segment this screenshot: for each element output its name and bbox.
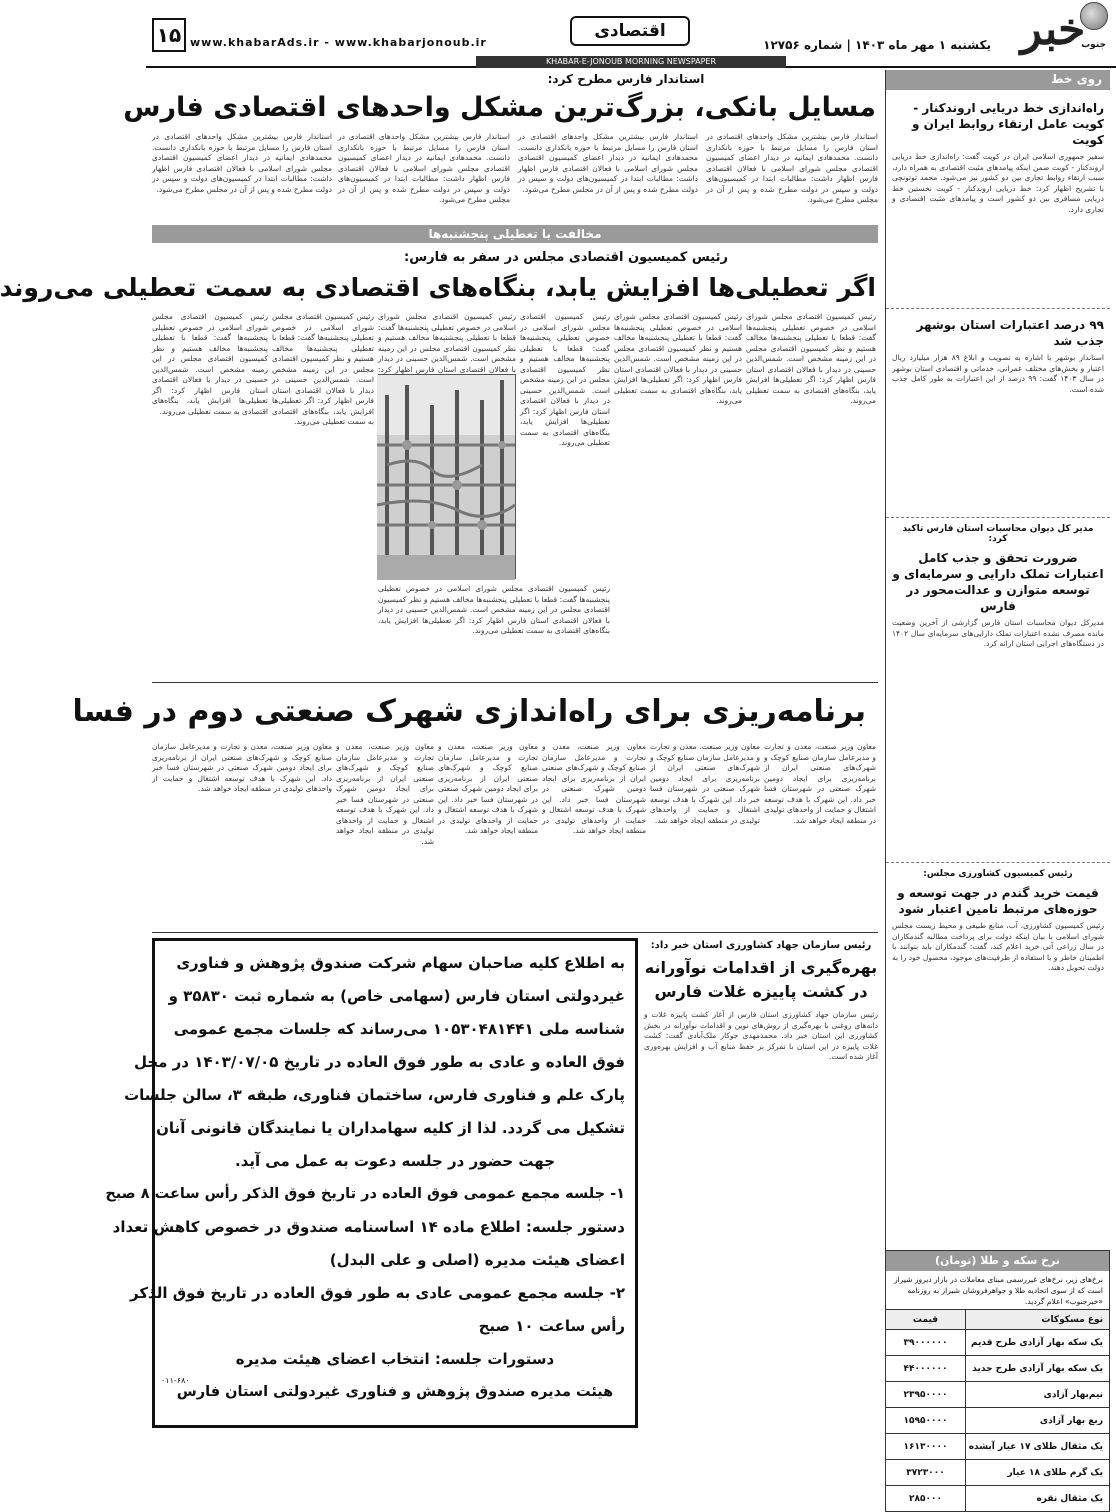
notice-line: فوق العاده و عادی به طور فوق العاده در تاریخ ۱۴۰۳/۰۷/۰۵ در محل [133, 1053, 625, 1071]
price-row [886, 1485, 1109, 1511]
page-header [146, 0, 1116, 68]
price-row [886, 1433, 1109, 1459]
story2-headline: اگر تعطیلی‌ها افزایش یابد، بنگاه‌های اقتصادی به سمت تعطیلی می‌روند [0, 273, 876, 302]
story4-body: رئیس سازمان جهاد کشاورزی استان فارس از آغاز کشت پاییزه غلات و دانه‌های روغنی با بهره‌گیری از روش‌های نوین و اقدامات نوآورانه در بخش کشاورزی این استان خبر داد. محمدمهدی جوکار ملک‌آبادی گفت: کشت غلات پاییزه در این استان با تمرکز بر حفظ منابع آب و افزایش بهره‌وری آغاز شده است. [644, 1010, 878, 1061]
coin-price: ۴۴۰۰۰۰۰۰ [886, 1356, 966, 1381]
story3-body: معاون وزیر صنعت، معدن و تجارت و مدیرعامل سازمان صنایع کوچک و شهرک‌های صنعتی ایران از برنامه‌ریزی برای ایجاد دومین شهرک صنعتی در شهرستان فسا خبر داد. این شهرک با هدف توسعه اشتغال و حمایت از واحدهای تولیدی در منطقه ایجاد خواهد شد. [152, 742, 332, 793]
price-row [886, 1381, 1109, 1407]
sidebar-item-title: ضرورت تحقق و جذب کامل اعتبارات تملک دارایی و سرمایه‌ای و توسعه متوازن و عدالت‌محور در فارس [892, 551, 1104, 613]
masthead-strip: KHABAR-E-JONOUB MORNING NEWSPAPER [476, 56, 786, 68]
story1-body: استاندار فارس بیشترین مشکل واحدهای اقتصادی در استان فارس را مسایل مرتبط با حوزه بانکداری دانست. محمدهادی ایمانیه در دیدار اعضای کمیسیون اقتصادی مجلس شورای اسلامی با فعالان اقتصادی فارس اظهار داشت: مطالبات ابتدا در کمیسیون‌های دولت و سپس در دولت مطرح شده و پس از آن در مجلس مطرح می‌شود. [338, 132, 510, 204]
notice-line: شناسه ملی ۱۰۵۳۰۴۸۱۴۴۱ می‌رساند که جلسات مجمع عمومی [173, 1020, 625, 1038]
sidebar-item-title: قیمت خرید گندم در جهت توسعه و حوزه‌های مرتبط تامین اعتبار شود [897, 886, 1099, 916]
story2-band: مخالفت با تعطیلی پنجشنبه‌ها [152, 225, 878, 243]
factory-photo [378, 374, 516, 579]
story1-body: استاندار فارس بیشترین مشکل واحدهای اقتصادی در استان فارس را مسایل مرتبط با حوزه بانکداری دانست. محمدهادی ایمانیه در دیدار اعضای کمیسیون اقتصادی مجلس شورای اسلامی با فعالان اقتصادی فارس اظهار داشت: مطالبات ابتدا در کمیسیون‌های دولت و سپس در دولت مطرح شده و پس از آن در مجلس مطرح می‌شود. [152, 132, 332, 194]
coin-price: ۱۵۹۵۰۰۰۰ [886, 1408, 966, 1433]
notice-item1-agenda: اعضای هیئت مدیره (اصلی و علی البدل) [329, 1251, 625, 1269]
notice-item2-title: ۲- جلسه مجمع عمومی عادی به طور فوق العاده در تاریخ فوق الذکر [129, 1284, 625, 1302]
price-header-row [886, 1309, 1109, 1329]
story1-body: استاندار فارس بیشترین مشکل واحدهای اقتصادی در استان فارس را مسایل مرتبط با حوزه بانکداری دانست. محمدهادی ایمانیه در دیدار اعضای کمیسیون اقتصادی مجلس شورای اسلامی با فعالان اقتصادی فارس اظهار داشت: مطالبات ابتدا در کمیسیون‌های دولت و سپس در دولت مطرح شده و پس از آن در مجلس مطرح می‌شود. [706, 132, 878, 204]
story4-headline: بهره‌گیری از اقدامات نوآورانه در کشت پاییزه غلات فارس [644, 958, 878, 1001]
price-row [886, 1459, 1109, 1485]
coin-name: یک مثقال طلای ۱۷ عیار آبشده [968, 1441, 1103, 1452]
sidebar-item-body: مدیرکل دیوان محاسبات استان فارس گزارشی از آخرین وضعیت مانده مصرف نشده اعتبارات تملک دارایی‌های سرمایه‌ای سال ۱۴۰۲ در دستگاه‌های اجرایی استان ارائه کرد. [892, 618, 1104, 648]
coin-name: نیم‌بهار آزادی [1043, 1389, 1103, 1400]
website-links[interactable]: www.khabarAds.ir - www.khabarjonoub.ir [190, 36, 487, 49]
sidebar-item-subtitle: رئیس کمیسیون کشاورزی مجلس: [923, 869, 1073, 879]
story3-body: معاون وزیر صنعت، معدن و تجارت و مدیرعامل سازمان صنایع کوچک و شهرک‌های صنعتی ایران از برنامه‌ریزی برای ایجاد دومین شهرک صنعتی در شهرستان فسا خبر داد. این شهرک با هدف توسعه اشتغال و حمایت از واحدهای تولیدی در منطقه ایجاد خواهد شد. [764, 742, 876, 825]
story3-body: معاون وزیر صنعت، معدن و تجارت و مدیرعامل سازمان صنایع کوچک و شهرک‌های صنعتی ایران از برنامه‌ریزی برای ایجاد دومین شهرک صنعتی در شهرستان فسا خبر داد. این شهرک با هدف توسعه اشتغال و حمایت از واحدهای تولیدی در منطقه ایجاد خواهد شد. [336, 742, 434, 846]
coin-price: ۲۳۹۵۰۰۰۰ [886, 1382, 966, 1407]
notice-code: ۰۱۱-۶۸۰ [161, 1376, 190, 1385]
notice-line: پارک علم و فناوری فارس، ساختمان فناوری، طبقه ۳، سالن جلسات [124, 1086, 625, 1104]
coin-name: ربع بهار آزادی [1039, 1415, 1103, 1426]
page-number: ۱۵ [152, 18, 186, 52]
section-label: اقتصادی [570, 16, 690, 46]
price-note: نرخ‌های زیر، نرخ‌های غیررسمی مبنای معاملات در بازار دیروز شیراز است که از سوی اتحادیه طلا و جواهرفروشان شیراز به روزنامه «خبرجنوب» اعلام گردید. [894, 1275, 1103, 1306]
sidebar-item-title: ۹۹ درصد اعتبارات استان بوشهر جذب شد [916, 318, 1104, 348]
price-row [886, 1407, 1109, 1433]
story1-kicker: استاندار فارس مطرح کرد: [547, 72, 705, 86]
coin-name: یک سکه بهار آزادی طرح جدید [972, 1363, 1103, 1374]
price-header-name: نوع مسکوکات [1041, 1314, 1103, 1325]
coin-price: ۳۷۲۳۰۰۰ [886, 1460, 966, 1485]
sidebar-item-subtitle: مدیر کل دیوان محاسبات استان فارس تاکید کرد: [902, 524, 1094, 544]
shareholder-notice [105, 938, 638, 1428]
notice-item1-title: ۱- جلسه مجمع عمومی فوق العاده در تاریخ فوق الذکر رأس ساعت ۸ صبح [105, 1186, 625, 1202]
sidebar [885, 70, 1110, 1434]
sidebar-item-title: راه‌اندازی خط دریایی اروندکنار - کویت عامل ارتقاء روابط ایران و کویت [912, 101, 1104, 147]
sidebar-item-body: استاندار بوشهر با اشاره به تصویب و ابلاغ ۸۹ هزار میلیارد ریال اعتبار و بخش‌های مختلف عمرانی، خدماتی و اقتصادی استان بوشهر در سال ۱۴۰۳ گفت: ۹۹ درصد از این اعتبارات به طور کامل جذب شده است. [892, 353, 1105, 394]
factory-pipes-image [377, 375, 515, 580]
coin-price: ۲۸۵۰۰۰ [886, 1486, 966, 1511]
price-table-title: نرخ سکه و طلا (تومان) [886, 1251, 1109, 1271]
story2-body: رئیس کمیسیون اقتصادی مجلس شورای اسلامی در خصوص تعطیلی پنجشنبه‌ها گفت: قطعا با تعطیلی پنجشنبه‌ها مخالف هستیم و نظر کمیسیون اقتصادی مجلس در این زمینه مشخص است. شمس‌الدین حسینی در دیدار با فعالان اقتصادی استان فارس اظهار کرد: اگر تعطیلی‌ها افزایش یابد، بنگاه‌های اقتصادی به سمت تعطیلی می‌روند. [746, 312, 876, 405]
coin-name: یک گرم طلای ۱۸ عیار [1007, 1467, 1103, 1478]
story3-body: معاون وزیر صنعت، معدن و تجارت و مدیرعامل سازمان صنایع کوچک و شهرک‌های صنعتی ایران از برنامه‌ریزی برای ایجاد دومین شهرک صنعتی در شهرستان فسا خبر داد. این شهرک با هدف توسعه اشتغال و حمایت از واحدهای تولیدی در منطقه ایجاد خواهد شد. [542, 742, 646, 835]
story3-body: معاون وزیر صنعت، معدن و تجارت و مدیرعامل سازمان صنایع کوچک و شهرک‌های صنعتی ایران از برنامه‌ریزی برای ایجاد دومین شهرک صنعتی در شهرستان فسا خبر داد. این شهرک با هدف توسعه اشتغال و حمایت از واحدهای تولیدی در منطقه ایجاد خواهد شد. [650, 742, 760, 825]
coin-price: ۳۹۰۰۰۰۰۰ [886, 1330, 966, 1355]
story2-body: رئیس کمیسیون اقتصادی مجلس شورای اسلامی در خصوص تعطیلی پنجشنبه‌ها گفت: قطعا با تعطیلی پنجشنبه‌ها مخالف هستیم و نظر کمیسیون اقتصادی مجلس در این زمینه مشخص است. شمس‌الدین حسینی در دیدار با فعالان اقتصادی استان فارس اظهار کرد: [378, 312, 516, 374]
story2-kicker: رئیس کمیسیون اقتصادی مجلس در سفر به فارس: [404, 250, 728, 265]
notice-line: جهت حضور در جلسه دعوت به عمل می آید. [234, 1152, 556, 1170]
price-row [886, 1355, 1109, 1381]
notice-line: غیردولتی استان فارس (سهامی خاص) به شماره ثبت ۳۵۸۳۰ و [168, 987, 625, 1005]
logo-subtitle: جنوب [1081, 40, 1106, 50]
newspaper-logo: خبر [1020, 4, 1086, 55]
notice-item2-agenda: دستورات جلسه: انتخاب اعضای هیئت مدیره [235, 1350, 555, 1368]
sidebar-item-body: سفیر جمهوری اسلامی ایران در کویت گفت: راه‌اندازی خط دریایی اروندکنار - کویت ضمن اینکه پیامدهای مثبت اقتصادی به همراه دارد، سبب ارتقاء روابط تجاری بین دو کشور نیز می‌شود. محمد توتونچی با تشریح اظهار کرد: خط دریایی اروندکنار - کویت نخستین خط دریایی مسافری بین دو کشور است و پیامدهای مثبت اقتصادی و تجاری دارد. [892, 152, 1104, 214]
notice-item1-agenda: دستور جلسه: اطلاع ماده ۱۴ اساسنامه صندوق در خصوص کاهش تعداد [112, 1218, 625, 1236]
sidebar-band: روی خط [886, 70, 1110, 90]
notice-item2-time: رأس ساعت ۱۰ صبح [478, 1317, 625, 1335]
story2-body: رئیس کمیسیون اقتصادی مجلس شورای اسلامی در خصوص تعطیلی پنجشنبه‌ها گفت: قطعا با تعطیلی پنجشنبه‌ها مخالف هستیم و نظر کمیسیون اقتصادی مجلس در این زمینه مشخص است. شمس‌الدین حسینی در دیدار با فعالان اقتصادی استان فارس اظهار کرد: اگر تعطیلی‌ها افزایش یابد، بنگاه‌های اقتصادی به سمت تعطیلی می‌روند. [272, 312, 374, 426]
sidebar-item-body: رئیس کمیسیون کشاورزی، آب، منابع طبیعی و محیط زیست مجلس شورای اسلامی با بیان اینکه دولت برای پرداخت مطالبه گندمکاران در سال زراعی آتی خرید اعلام کند، گفت: گندمکاران باید بتوانند با اطمینان خاطر و با استفاده از ظرفیت‌های موجود، محصول خود را به دولت تحویل دهند. [892, 921, 1104, 972]
coin-name: یک سکه بهار آزادی طرح قدیم [971, 1337, 1103, 1348]
price-row [886, 1329, 1109, 1355]
notice-line: به اطلاع کلیه صاحبان سهام شرکت صندوق پژوهش و فناوری [176, 954, 625, 972]
price-header-value: قیمت [886, 1310, 966, 1329]
notice-signature: هیئت مدیره صندوق پژوهش و فناوری غیردولتی استان فارس [176, 1384, 614, 1400]
story3-headline: برنامه‌ریزی برای راه‌اندازی شهرک صنعتی دوم در فسا [72, 694, 866, 729]
coin-price: ۱۶۱۳۰۰۰۰ [886, 1434, 966, 1459]
notice-line: تشکیل می گردد. لذا از کلیه سهامداران یا نمایندگان قانونی آنان [156, 1119, 625, 1137]
coin-name: یک مثقال نقره [1036, 1493, 1103, 1504]
story1-headline: مسایل بانکی، بزرگ‌ترین مشکل واحدهای اقتصادی فارس [123, 92, 876, 123]
story2-body: رئیس کمیسیون اقتصادی مجلس شورای اسلامی در خصوص تعطیلی پنجشنبه‌ها گفت: قطعا با تعطیلی پنجشنبه‌ها مخالف هستیم و نظر کمیسیون اقتصادی مجلس در این زمینه مشخص است. شمس‌الدین حسینی در دیدار با فعالان اقتصادی استان فارس اظهار کرد: اگر تعطیلی‌ها افزایش یابد، بنگاه‌های اقتصادی به سمت تعطیلی می‌روند. [614, 312, 742, 405]
story2-body: رئیس کمیسیون اقتصادی مجلس شورای اسلامی در خصوص تعطیلی پنجشنبه‌ها گفت: قطعا با تعطیلی پنجشنبه‌ها مخالف هستیم و نظر کمیسیون اقتصادی مجلس در این زمینه مشخص است. شمس‌الدین حسینی در دیدار با فعالان اقتصادی استان فارس اظهار کرد: اگر تعطیلی‌ها افزایش یابد، بنگاه‌های اقتصادی به سمت تعطیلی می‌روند. [152, 312, 268, 416]
story2-body: رئیس کمیسیون اقتصادی مجلس شورای اسلامی در خصوص تعطیلی پنجشنبه‌ها گفت: قطعا با تعطیلی پنجشنبه‌ها مخالف هستیم و نظر کمیسیون اقتصادی مجلس در این زمینه مشخص است. شمس‌الدین حسینی در دیدار با فعالان اقتصادی استان فارس اظهار کرد: اگر تعطیلی‌ها افزایش یابد، بنگاه‌های اقتصادی به سمت تعطیلی می‌روند. [520, 312, 610, 447]
story4-kicker: رئیس سازمان جهاد کشاورزی استان خبر داد: [650, 940, 872, 951]
story2-body: رئیس کمیسیون اقتصادی مجلس شورای اسلامی در خصوص تعطیلی پنجشنبه‌ها گفت: قطعا با تعطیلی پنجشنبه‌ها مخالف هستیم و نظر کمیسیون اقتصادی مجلس در این زمینه مشخص است. شمس‌الدین حسینی در دیدار با فعالان اقتصادی استان فارس اظهار کرد: اگر تعطیلی‌ها افزایش یابد، بنگاه‌های اقتصادی به سمت تعطیلی می‌روند. [378, 584, 610, 635]
issue-date: یکشنبه ۱ مهر ماه ۱۴۰۳ | شماره ۱۲۷۵۶ [763, 38, 991, 52]
gold-price-table [885, 1250, 1110, 1512]
story1-body: استاندار فارس بیشترین مشکل واحدهای اقتصادی در استان فارس را مسایل مرتبط با حوزه بانکداری دانست. محمدهادی ایمانیه در دیدار اعضای کمیسیون اقتصادی مجلس شورای اسلامی با فعالان اقتصادی فارس اظهار داشت: مطالبات ابتدا در کمیسیون‌های دولت و سپس در دولت مطرح شده و پس از آن در مجلس مطرح می‌شود. [518, 132, 698, 194]
story3-body: معاون وزیر صنعت، معدن و تجارت و مدیرعامل سازمان صنایع کوچک و شهرک‌های صنعتی ایران از برنامه‌ریزی برای ایجاد دومین شهرک صنعتی در شهرستان فسا خبر داد. این شهرک با هدف توسعه اشتغال و حمایت از واحدهای تولیدی در منطقه ایجاد خواهد شد. [438, 742, 538, 835]
